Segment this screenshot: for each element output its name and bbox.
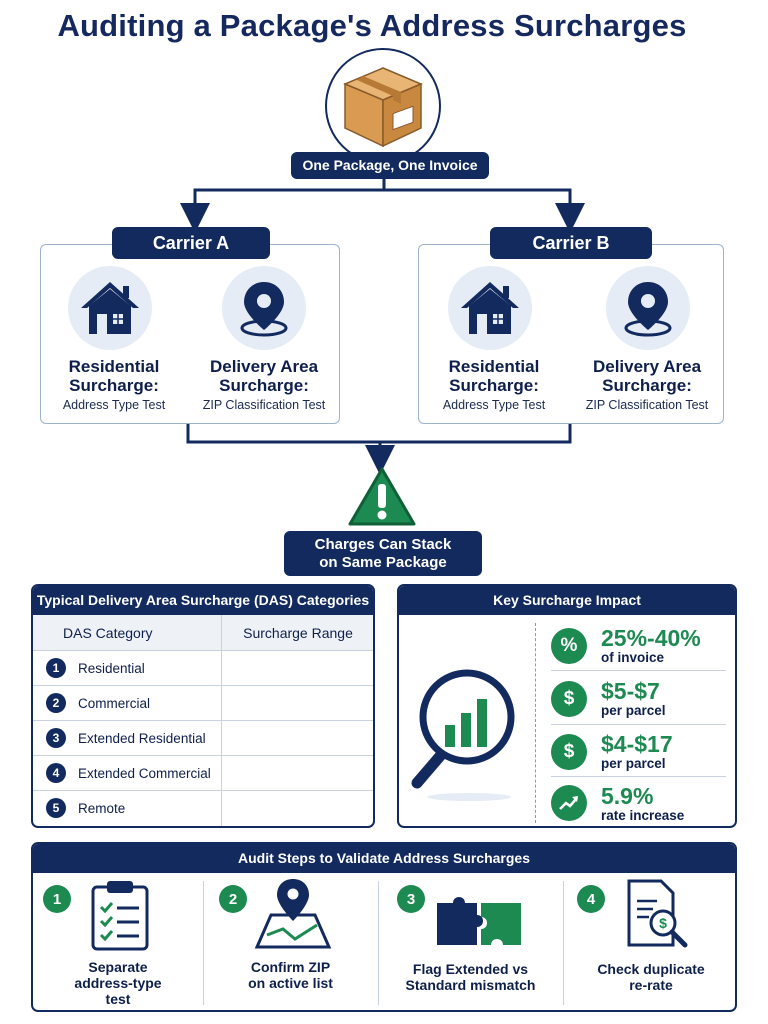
carrier-b-delivery-line2: Surcharge:: [602, 376, 692, 395]
impact-stat: [551, 621, 726, 671]
row-category: Extended Residential: [78, 730, 206, 746]
stat-value: $4-$17: [601, 731, 673, 757]
stat-sub: rate increase: [601, 807, 685, 823]
carrier-b-delivery-sub: ZIP Classification Test: [585, 398, 709, 412]
step-label: [33, 959, 203, 1007]
audit-panel: [31, 842, 737, 1012]
carrier-b-delivery-circle: [606, 266, 690, 350]
step-line: on active list: [248, 975, 333, 991]
package-box-icon: [337, 60, 429, 152]
step-label: [203, 959, 378, 991]
step-label: [378, 961, 563, 993]
percent-icon: %: [551, 628, 587, 664]
audit-title: Audit Steps to Validate Address Surcharges: [33, 844, 735, 873]
carrier-b-residential-sub: Address Type Test: [442, 398, 546, 412]
step-line: Check duplicate: [597, 961, 705, 977]
impact-panel: [397, 584, 737, 828]
das-table-panel: [31, 584, 375, 828]
row-category: Extended Commercial: [78, 765, 211, 781]
table-row: [33, 685, 375, 720]
puzzle-icon: [433, 893, 525, 949]
impact-divider: [535, 623, 536, 823]
carrier-a-residential-line2: Surcharge:: [69, 376, 159, 395]
carrier-a-delivery-circle: [222, 266, 306, 350]
step-number: 2: [219, 885, 247, 913]
step-line: address-type: [74, 975, 162, 991]
carrier-a-residential-circle: [68, 266, 152, 350]
document-search-icon: [623, 879, 695, 951]
carrier-b-residential-line2: Surcharge:: [449, 376, 539, 395]
carrier-a-delivery-line1: Delivery Area: [209, 357, 319, 376]
step-line: re-rate: [629, 977, 673, 993]
carrier-a-residential-line1: Residential: [68, 357, 160, 376]
carrier-b-delivery-title: [570, 357, 724, 395]
house-icon: [459, 280, 521, 336]
das-col-category: DAS Category: [63, 624, 153, 641]
row-number: 5: [46, 798, 66, 818]
carrier-a-delivery-sub: ZIP Classification Test: [202, 398, 326, 412]
stat-sub: of invoice: [601, 650, 665, 665]
step-number: 4: [577, 885, 605, 913]
stack-label-line2: on Same Package: [319, 554, 447, 571]
warning-icon: [347, 466, 417, 528]
step-number: 1: [43, 885, 71, 913]
das-table-header: [33, 615, 375, 650]
carrier-b-delivery-line1: Delivery Area: [592, 357, 702, 376]
carrier-b-residential-circle: [448, 266, 532, 350]
table-row: [33, 790, 375, 825]
step-line: test: [105, 991, 131, 1007]
carrier-b-label: Carrier B: [490, 227, 652, 259]
carrier-a-residential-title: [40, 357, 188, 395]
stack-label: [284, 531, 482, 576]
clipboard-checklist-icon: [89, 879, 151, 951]
row-number: 4: [46, 763, 66, 783]
dollar-icon: $: [551, 734, 587, 770]
row-category: Remote: [78, 800, 126, 816]
step-line: Separate: [88, 959, 148, 975]
step-line: Flag Extended vs: [412, 961, 529, 977]
row-number: 3: [46, 728, 66, 748]
stat-value: $5-$7: [601, 678, 660, 704]
dollar-icon: $: [551, 681, 587, 717]
package-circle: [325, 48, 441, 164]
impact-title: Key Surcharge Impact: [399, 586, 735, 615]
impact-stat: [551, 727, 726, 777]
carrier-b-residential-line1: Residential: [448, 357, 540, 376]
carrier-b-residential-title: [418, 357, 570, 395]
table-row: [33, 650, 375, 685]
stat-sub: per parcel: [601, 703, 666, 718]
location-pin-icon: [620, 278, 676, 338]
carrier-a-label: Carrier A: [112, 227, 270, 259]
impact-stat: [551, 779, 726, 827]
svg-text:$: $: [659, 915, 667, 931]
map-pin-icon: [253, 877, 333, 949]
carrier-a-delivery-title: [188, 357, 340, 395]
stack-label-line1: Charges Can Stack: [314, 536, 452, 553]
page-title: Auditing a Package's Address Surcharges: [57, 8, 687, 43]
step-line: Confirm ZIP: [250, 959, 331, 975]
magnifier-chart-icon: [405, 651, 523, 803]
das-col-range: Surcharge Range: [243, 624, 353, 641]
row-category: Commercial: [78, 695, 151, 711]
step-label: [563, 961, 737, 993]
row-number: 2: [46, 693, 66, 713]
package-label: One Package, One Invoice: [291, 152, 489, 179]
step-line: Standard mismatch: [405, 977, 536, 993]
house-icon: [79, 280, 141, 336]
carrier-a-delivery-line2: Surcharge:: [219, 376, 309, 395]
table-row: [33, 720, 375, 755]
trend-up-icon: [551, 785, 587, 821]
stat-value: 25%-40%: [601, 625, 701, 651]
carrier-a-residential-sub: Address Type Test: [62, 398, 166, 412]
impact-stat: [551, 673, 726, 725]
stat-sub: per parcel: [601, 756, 666, 771]
location-pin-icon: [236, 278, 292, 338]
das-table-title: Typical Delivery Area Surcharge (DAS) Categories: [33, 586, 373, 615]
stat-value: 5.9%: [601, 782, 654, 809]
row-category: Residential: [78, 660, 145, 676]
table-row: [33, 755, 375, 790]
row-number: 1: [46, 658, 66, 678]
step-number: 3: [397, 885, 425, 913]
